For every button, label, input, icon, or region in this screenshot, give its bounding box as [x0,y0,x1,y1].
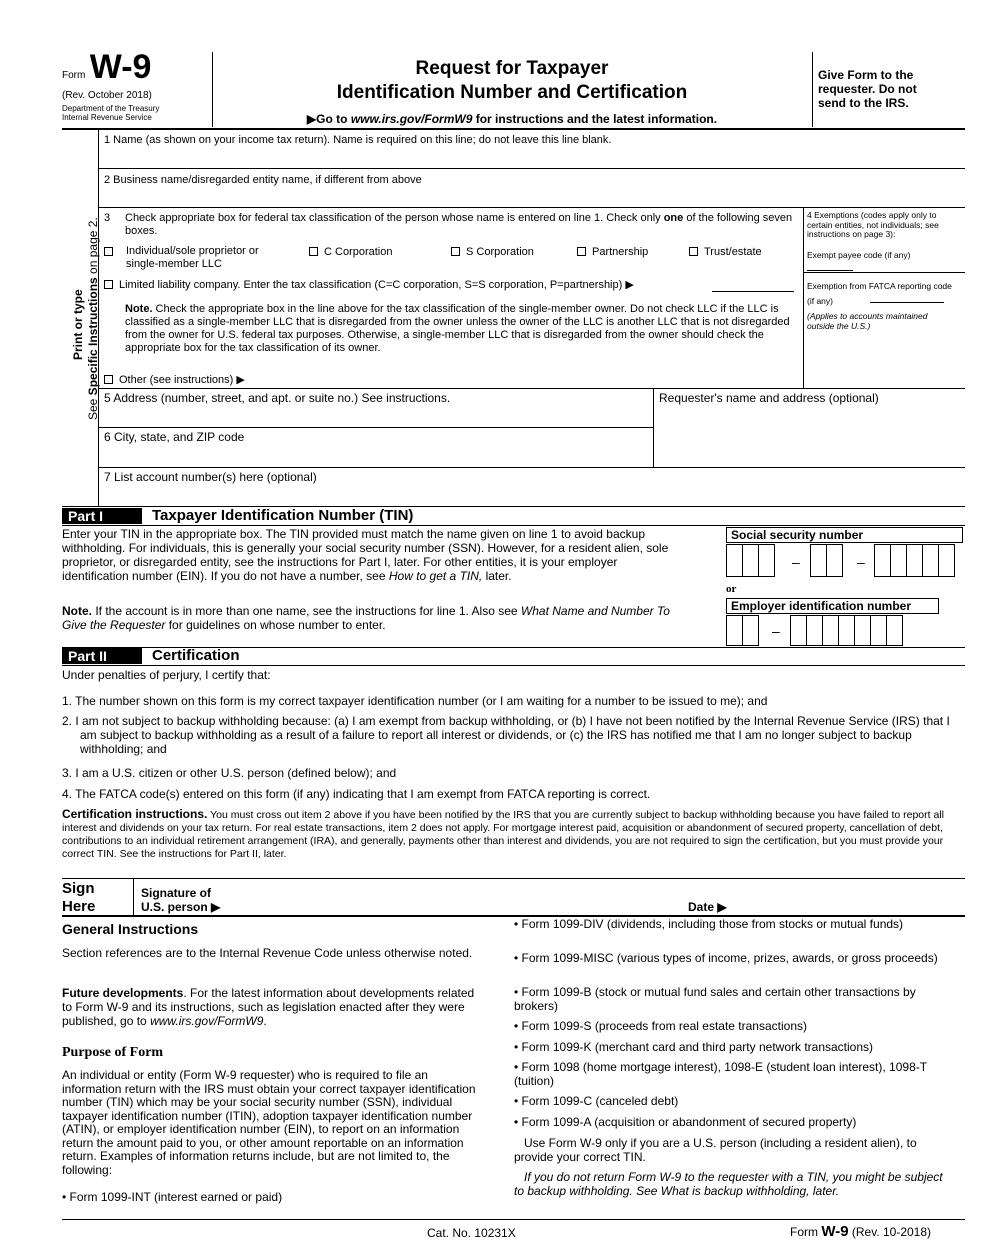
irs-url[interactable]: www.irs.gov/FormW9 [350,112,473,126]
checkbox-partnership[interactable]: Partnership [577,245,648,259]
checkbox-box[interactable] [689,247,698,256]
part1-instructions: Enter your TIN in the appropriate box. The TIN provided must match the name given on line 1 to avoid backup withholding. For individuals, this is generally your social security number (SSN). However, for a resident alien, sole proprietor, or disregarded entity, see the instructions for Part I, later. For other entities, it is your employer identification number (EIN). If you do not have a number, see How to get a TIN, later. [62,527,669,583]
bullet-1099-c: • Form 1099-C (canceled debt) [514,1094,679,1108]
give-form-note: Give Form to the requester. Do not send to the IRS. [818,68,917,110]
ssn-dash-2: – [857,554,865,570]
checkbox-box[interactable] [104,247,113,256]
line3-number: 3 [104,212,111,224]
footer-form-name: Form W-9 (Rev. 10-2018) [790,1223,932,1240]
checkbox-c-corporation[interactable]: C Corporation [309,245,392,259]
line6-label: 6 City, state, and ZIP code [104,430,245,444]
line1-label: 1 Name (as shown on your income tax return). Name is required on this line; do not leave this line blank. [104,134,612,146]
exempt-payee-input[interactable] [807,262,853,271]
fatca-code-input[interactable] [870,293,944,303]
ein-label: Employer identification number [726,598,939,614]
certification-intro: Under penalties of perjury, I certify that: [62,668,271,682]
catalog-number: Cat. No. 10231X [427,1226,516,1240]
ein-input[interactable] [726,615,963,648]
requester-label: Requester's name and address (optional) [659,391,879,405]
checkbox-other[interactable]: Other (see instructions) ▶ [104,373,245,387]
revision-date: (Rev. October 2018) [62,90,152,101]
bullet-1099-b: • Form 1099-B (stock or mutual fund sales and certain other transactions by brokers) [514,985,916,1013]
account-numbers-input[interactable] [99,485,965,505]
purpose-heading: Purpose of Form [62,1045,164,1060]
certification-instructions: Certification instructions. You must cross out item 2 above if you have been notified by the IRS that you are currently subject to backup withholding because you have failed to report all interest and dividends on your tax return. For real estate transactions, item 2 does not apply. For mortgage interest paid, acquisition or abandonment of secured property, cancellation of debt, contributions to an individual retirement arrangement (IRA), and generally, payments other than interest and dividends, you are not required to sign the certification, but you must provide your correct TIN. See the instructions for Part II, later. [62,807,944,860]
checkbox-individual[interactable]: Individual/sole proprietor or single-member LLC [104,245,284,271]
fatca-applies-note: (Applies to accounts maintained outside the U.S.) [807,311,928,331]
part2-title: Certification [152,647,240,664]
checkbox-box[interactable] [577,247,586,256]
bullet-1099-a: • Form 1099-A (acquisition or abandonment of secured property) [514,1115,857,1129]
checkbox-box[interactable] [104,280,113,289]
bullet-1099-int: • Form 1099-INT (interest earned or paid) [62,1190,283,1204]
department: Department of the Treasury [62,104,160,113]
llc-note: Note. Check the appropriate box in the line above for the tax classification of the single-member owner. Do not check LLC if the LLC is classified as a single-member LLC that is disregarded from the owner unless the owner of the LLC is another LLC that is not disregarded from the owner for U.S. federal tax purposes. Otherwise, a single-member LLC that is disregarded from the owner should check the appropriate box for the tax classification of its owner. [125,303,790,354]
checkbox-trust-estate[interactable]: Trust/estate [689,245,762,259]
line5-label: 5 Address (number, street, and apt. or suite no.) See instructions. [104,391,451,405]
exempt-payee-label: Exempt payee code (if any) [807,250,911,260]
sign-here-label: Sign Here [62,880,96,915]
business-name-input[interactable] [99,188,965,206]
line3-label: Check appropriate box for federal tax classification of the person whose name is entered on line 1. Check only one of the following seven boxes. [125,212,793,237]
checkbox-box[interactable] [309,247,318,256]
ssn-dash-1: – [792,554,800,570]
bullet-1098: • Form 1098 (home mortgage interest), 1098-E (student loan interest), 1098-T (tuition) [514,1060,927,1088]
llc-classification-input[interactable] [712,279,794,292]
ssn-label: Social security number [726,527,963,543]
part1-label: Part I [62,508,142,524]
checkbox-box[interactable] [104,375,113,384]
ssn-input[interactable] [726,544,963,579]
signature-input[interactable] [240,882,670,912]
part2-label: Part II [62,648,142,664]
signature-label: Signature of U.S. person ▶ [141,886,221,914]
future-developments: Future developments. For the latest information about developments related to Form W-9 and its instructions, such as legislation enacted after they were published, go to www.irs.gov/FormW9. [62,986,475,1028]
certification-item-3: 3. I am a U.S. citizen or other U.S. person (defined below); and [62,766,397,780]
requester-input[interactable] [654,406,965,466]
agency: Internal Revenue Service [62,113,152,122]
certification-item-4: 4. The FATCA code(s) entered on this form (if any) indicating that I am exempt from FATCA reporting is correct. [62,787,651,801]
if-you-do-not-return: If you do not return Form W-9 to the requester with a TIN, you might be subject to backup withholding. See What is backup withholding, later. [514,1170,943,1198]
address-input[interactable] [99,406,652,426]
other-input[interactable] [275,373,795,387]
part1-note: Note. If the account is in more than one name, see the instructions for line 1. Also see What Name and Number To Give the Requester for guidelines on whose number to enter. [62,604,670,632]
certification-item-1: 1. The number shown on this form is my correct taxpayer identification number (or I am waiting for a number to be issued to me); and [62,694,768,708]
irs-url-link[interactable]: www.irs.gov/FormW9 [150,1014,264,1028]
ein-dash: – [772,623,780,639]
or-label: or [726,583,737,595]
fatca-label: Exemption from FATCA reporting code (if any) [807,281,952,306]
form-title: Request for Taxpayer Identification Number and Certification [336,58,688,103]
general-instructions-heading: General Instructions [62,921,199,937]
bullet-1099-s: • Form 1099-S (proceeds from real estate transactions) [514,1019,807,1033]
purpose-text: An individual or entity (Form W-9 requester) who is required to file an information return with the IRS must obtain your correct taxpayer identification number (TIN) which may be your social security number (SSN), individual taxpayer identification number (ITIN), adoption taxpayer identification number (ATIN), or employer identification number (EIN), to report on an information return the amount paid to you, or other amount reportable on an information return. Examples of information returns include, but are not limited to, the following: [62,1068,476,1177]
checkbox-llc[interactable]: Limited liability company. Enter the tax classification (C=C corporation, S=S corporation, P=partnership) ▶ [104,278,634,292]
exemptions-title: 4 Exemptions (codes apply only to certain entities, not individuals; see instructions on page 3): [807,210,939,239]
part1-title: Taxpayer Identification Number (TIN) [152,507,414,524]
form-label: Form W-9 [62,48,152,86]
bullet-1099-misc: • Form 1099-MISC (various types of income, prizes, awards, or gross proceeds) [514,951,938,965]
date-input[interactable] [748,896,958,914]
name-input[interactable] [99,147,965,167]
checkbox-box[interactable] [451,247,460,256]
city-state-zip-input[interactable] [99,445,652,466]
certification-item-2: 2. I am not subject to backup withholding because: (a) I am exempt from backup withholding, or (b) I have not been notified by the Internal Revenue Service (IRS) that I am subject to backup withholding as a result of a failure to report all interest or dividends, or (c) the IRS has notified me that I am no longer subject to backup withholding; and [62,714,950,756]
bullet-1099-k: • Form 1099-K (merchant card and third party network transactions) [514,1040,874,1054]
checkbox-s-corporation[interactable]: S Corporation [451,245,534,259]
line2-label: 2 Business name/disregarded entity name, if different from above [104,174,422,186]
use-form-text: Use Form W-9 only if you are a U.S. person (including a resident alien), to provide your correct TIN. [514,1136,917,1164]
line7-label: 7 List account number(s) here (optional) [104,470,317,484]
instructions-url-line: ▶Go to www.irs.gov/FormW9 for instructions and the latest information. [306,112,718,126]
date-label: Date ▶ [688,900,727,914]
bullet-1099-div: • Form 1099-DIV (dividends, including those from stocks or mutual funds) [514,917,904,931]
section-references: Section references are to the Internal Revenue Code unless otherwise noted. [62,946,473,960]
